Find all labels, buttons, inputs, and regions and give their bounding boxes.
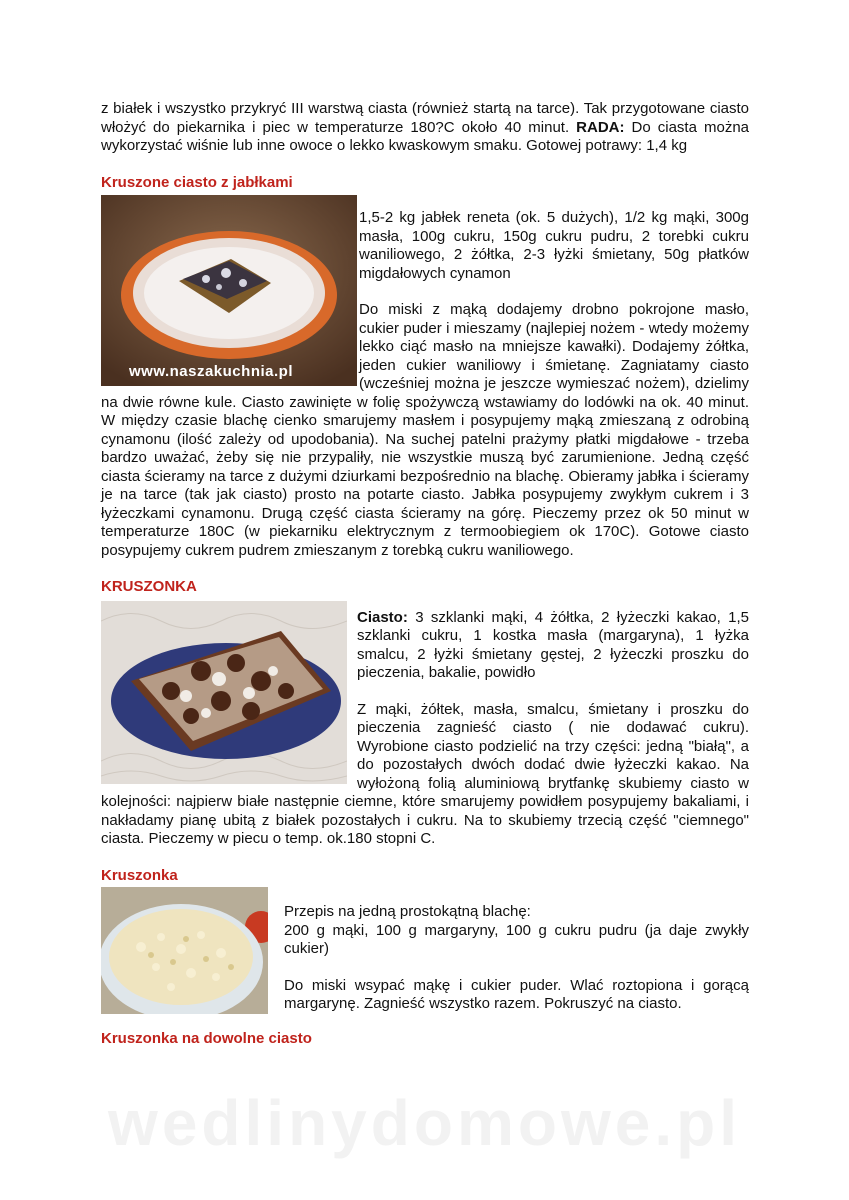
rada-text: Do ciasta można wykorzystać wiśnie lub inne owoce o lekko kwaskowym smaku. Gotowej potrawy: 1,4 kg	[101, 118, 750, 154]
recipe3-title: Kruszonka	[101, 866, 178, 884]
crumble-cake-image	[101, 601, 347, 784]
recipe1-section	[101, 195, 749, 560]
intro-paragraph	[101, 100, 749, 156]
recipe2-section	[101, 601, 749, 849]
recipe1-method: Do miski z mąką dodajemy drobno pokrojone masło, cukier puder i mieszamy (najlepiej nożem - wtedy możemy lekko ciąć masło na mniejsze kawałki). Dodajemy żółtka, jeden cukier waniliowy i śmietanę. Zagniatamy ciasto (wcześniej można je jeszcze wymieszać nożem), dzielimy na dwie równe kule. Ciasto zawinięte w folię spożywczą wstawiamy do lodówki na ok. 40 minut. W między czasie blachę cienko smarujemy masłem i posypujemy mąką zmieszaną z odrobiną cynamonu (ilość zależy od upodobania). Na suchej patelni prażymy płatki migdałowe - trzeba bardzo uważać, żeby się nie przypaliły, nie wszystkie muszą być zarumienione. Jedną część ciasta ścieramy na tarce z dużymi dziurkami bezpośrednio na blachę. Obieramy jabłka i ścieramy je na tarce (tak jak ciasto) prosto na potarte ciasto. Jabłka posypujemy zwykłym cukrem i 3 łyżeczkami cynamonu. Drugą część ciasta ścieramy na górę. Pieczemy przez ok 50 minut w temperaturze 180C (w piekarniku elektrycznym z termoobiegiem ok 170C). Gotowe ciasto posypujemy cukrem pudrem zmieszanym z torebką cukru waniliowego.	[101, 301, 749, 559]
watermark: wedlinydomowe.pl	[108, 1087, 741, 1159]
recipe2-ingredients-text: 3 szklanki mąki, 4 żółtka, 2 łyżeczki kakao, 1,5 szklanki cukru, 1 kostka masła (margaryna), 1 łyżka smalcu, 2 łyżki śmietany gęstej, 2 łyżeczki proszku do pieczenia, bakalie, powidło	[357, 608, 749, 681]
recipe1-photo	[101, 195, 357, 386]
recipe3-line1: Przepis na jedną prostokątną blachę:	[284, 903, 531, 920]
recipe4-title: Kruszonka na dowolne ciasto	[101, 1030, 312, 1047]
document-page	[101, 100, 749, 1049]
recipe3-photo	[101, 887, 268, 1014]
intro-text: z białek i wszystko przykryć III warstwą ciasta (również startą na tarce). Tak przygotowane ciasto włożyć do piekarnika i piec w temperaturze 180?C około 40 minut.	[101, 100, 749, 136]
recipe3-method: Do miski wsypać mąkę i cukier puder. Wlać roztopiona i gorącą margarynę. Zagnieść wszystko razem. Pokruszyć na ciasto.	[284, 976, 749, 1012]
ingredients-label: Ciasto:	[357, 608, 408, 626]
apple-cake-image	[101, 195, 357, 386]
recipe2-title: KRUSZONKA	[101, 578, 197, 595]
photo-caption: www.naszakuchnia.pl	[129, 363, 293, 380]
recipe1-ingredients: 1,5-2 kg jabłek reneta (ok. 5 dużych), 1/2 kg mąki, 300g masła, 100g cukru, 150g cukru pudru, 2 torebki cukru waniliowego, 2 żółtka, 2-3 łyżki śmietany, 50g płatków migdałowych cynamon	[359, 209, 749, 282]
crumble-bowl-image	[101, 887, 268, 1014]
rada-label: RADA:	[576, 118, 625, 136]
recipe2-method: Z mąki, żółtek, masła, smalcu, śmietany i proszku do pieczenia zagnieść ciasto ( nie dodawać cukru). Wyrobione ciasto podzielić na trzy części: jedną "białą", a do pozostałych dwóch dodać dwie łyżeczki kakao. Na wyłożoną folią aluminiową brytfankę skubiemy ciasto w kolejności: najpierw białe następnie ciemne, które smarujemy powidłem posypujemy bakaliami, i nakładamy pianę ubitą z białek pozostałych i cukru. Na to skubiemy trzecią część "ciemnego" ciasta. Pieczemy w piecu o temp. ok.180 stopni C.	[101, 700, 749, 847]
recipe1-title: Kruszone ciasto z jabłkami	[101, 173, 293, 191]
recipe2-photo	[101, 601, 347, 784]
recipe3-line2: 200 g mąki, 100 g margaryny, 100 g cukru pudru (ja daje zwykły cukier)	[284, 921, 749, 957]
recipe3-section	[101, 887, 749, 1014]
